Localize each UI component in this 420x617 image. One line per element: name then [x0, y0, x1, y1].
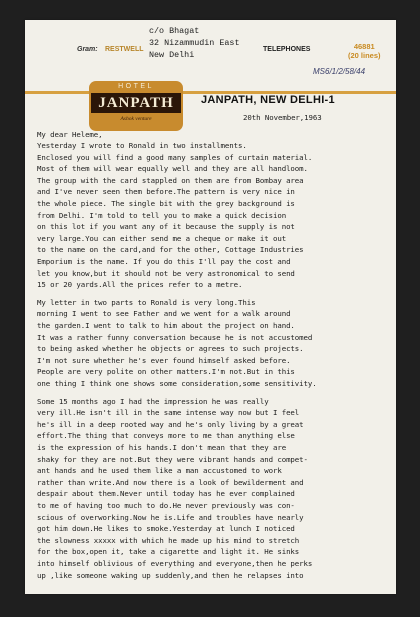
letter-line: The group with the card stappled on them are from Bombay area — [37, 175, 304, 185]
care-of-line: c/o Bhagat — [149, 26, 200, 36]
letter-line: effort.The thing that conveys more to me than anything else — [37, 431, 295, 441]
letter-line: one thing I think one shows some consideration,some sensitivity. — [37, 379, 317, 388]
letter-line: on this lot if you want any of it because the supply is not — [37, 222, 295, 232]
letter-greeting: My dear Heleme, — [37, 130, 103, 139]
letter-line: he's ill in a deep rooted way and he's only living by a great — [37, 419, 304, 429]
letter-line: morning I went to see Father and we went for a walk around — [37, 309, 291, 319]
letter-line: Enclosed you will find a good many samples of curtain material. — [37, 152, 313, 162]
letter-line: the garden.I went to talk to him about the project on hand. — [37, 321, 295, 330]
telephone-number: 46881 — [353, 42, 375, 51]
letter-line: scious of overworking.Now he is.Life and troubles have nearly — [37, 512, 304, 522]
letter-line: to me of having too much to do.He never previously was con- — [37, 501, 295, 510]
letter-line: very large.You can either send me a cheque or make it out — [37, 233, 287, 243]
letter-line: I'm not sure whether he's ever found himself asked before. — [37, 355, 291, 365]
telephone-lines: (20 lines) — [348, 51, 381, 60]
letter-line: got him down.He likes to smoke.Yesterday at lunch I noticed — [37, 524, 295, 534]
hotel-city: JANPATH, NEW DELHI-1 — [201, 94, 335, 106]
logo-hotel-word: HOTEL — [118, 83, 154, 90]
letter-date: 20th November,1963 — [243, 113, 322, 122]
letter-line: to being asked whether he objects or agrees to such projects. — [37, 344, 304, 354]
gram-word: RESTWELL — [105, 46, 144, 53]
letter-line: ant hands and he used them like a man accustomed to work — [37, 466, 282, 476]
letter-line: It was a rather funny conversation because he is not accustomed — [37, 332, 313, 342]
reference-note: MS6/1/2/58/44 — [313, 67, 366, 76]
letter-line: My letter in two parts to Ronald is very long.This — [37, 297, 256, 307]
letter-line: People are very polite on other matters.I'm not.But in this — [37, 367, 295, 377]
logo-tagline: Ashok venture — [120, 116, 152, 122]
letter-page — [25, 20, 396, 594]
gram-label: Gram: — [77, 46, 98, 53]
letter-line: the slowness xxxxx with which he made up his mind to stretch — [37, 535, 300, 545]
letter-line: is the expression of his hands.I don't mean that they are — [37, 443, 287, 452]
letter-line: 15 or 20 yards.All the prices refer to a metre. — [37, 280, 243, 290]
letter-line: from Delhi. I'm told to tell you to make a quick decision — [37, 210, 287, 220]
letter-line: rather than write.And now there is a look of bewilderment and — [37, 477, 304, 487]
letter-line: into himself oblivious of everything and everyone,then he perks — [37, 559, 313, 568]
letter-line: for the box,open it, take a cigarette and light it. He sinks — [37, 547, 300, 557]
letter-line: Yesterday I wrote to Ronald in two installments. — [37, 141, 247, 150]
letter-line: very ill.He isn't ill in the same intense way now but I feel — [37, 408, 300, 418]
letter-line: the whole piece. The single bit with the grey background is — [37, 199, 295, 208]
hotel-logo — [89, 81, 183, 131]
letter-line: let you know,but it should not be very astronomical to send — [37, 268, 295, 278]
logo-hotel-name: JANPATH — [91, 93, 181, 113]
letter-line: Emporium is the name. If you do this I'll pay the cost and — [37, 257, 291, 266]
address-street: 32 Nizammudin East — [149, 38, 240, 48]
address-city: New Delhi — [149, 50, 195, 60]
letter-line: Some 15 months ago I had the impression he was really — [37, 396, 269, 406]
telephone-block — [348, 42, 381, 60]
letter-line: and I've never seen them before.The pattern is very nice in — [37, 187, 295, 197]
telephones-label: TELEPHONES — [263, 46, 311, 53]
letter-line: Most of them will wear equally well and they are all handloom. — [37, 164, 308, 174]
letter-line: to the name on the card,and for the other, Cottage Industries — [37, 245, 304, 255]
letter-line: despair about them.Never until today has he ever complained — [37, 489, 295, 499]
letter-line: up ,like someone waking up suddenly,and then he relapses into — [37, 570, 304, 580]
letter-line: shaky for they are not.But they were vibrant hands and compet- — [37, 454, 308, 464]
